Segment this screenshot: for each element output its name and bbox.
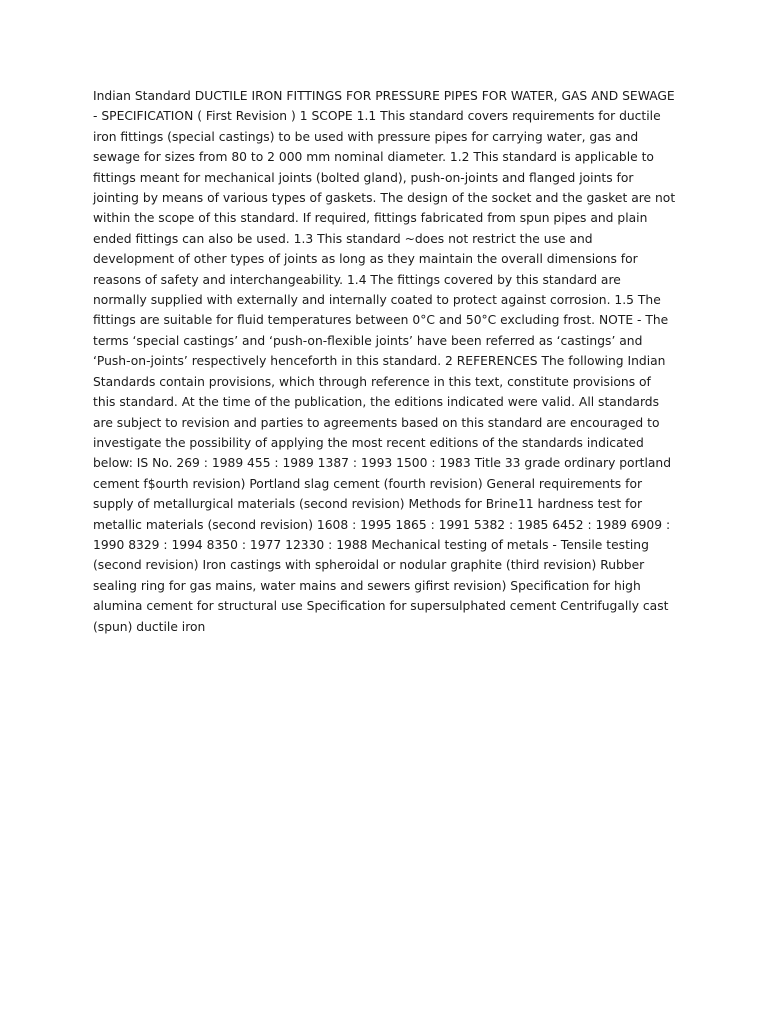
document-body-text: Indian Standard DUCTILE IRON FITTINGS FOR PRESSURE PIPES FOR WATER, GAS AND SEWAGE - SPECIFICATION ( First Revision ) 1 SCOPE 1.1 This standard covers requirements for ductile iron fittings (special castings) to be used with pressure pipes for carrying water, gas and sewage for sizes from 80 to 2 000 mm nominal diameter. 1.2 This standard is applicable to fittings meant for mechanical joints (bolted gland), push-on-joints and flanged joints for jointing by means of various types of gaskets. The design of the socket and the gasket are not within the scope of this standard. If required, fittings fabricated from spun pipes and plain ended fittings can also be used. 1.3 This standard ~does not restrict the use and development of other types of joints as long as they maintain the overall dimensions for reasons of safety and interchangeability. 1.4 The fittings covered by this standard are normally supplied with externally and internally coated to protect against corrosion. 1.5 The fittings are suitable for fluid temperatures between 0°C and 50°C excluding frost. NOTE - The terms ‘special castings’ and ‘push-on-flexible joints’ have been referred as ‘castings’ and ‘Push-on-joints’ respectively henceforth in this standard. 2 REFERENCES The following Indian Standards contain provisions, which through reference in this text, constitute provisions of this standard. At the time of the publication, the editions indicated were valid. All standards are subject to revision and parties to agreements based on this standard are encouraged to investigate the possibility of applying the most recent editions of the standards indicated below: IS No. 269 : 1989 455 : 1989 1387 : 1993 1500 : 1983 Title 33 grade ordinary portland cement f$ourth revision) Portland slag cement (fourth revision) General requirements for supply of metallurgical materials (second revision) Methods for Brine11 hardness test for metallic materials (second revision) 1608 : 1995 1865 : 1991 5382 : 1985 6452 : 1989 6909 : 1990 8329 : 1994 8350 : 1977 12330 : 1988 Mechanical testing of metals - Tensile testing (second revision) Iron castings with spheroidal or nodular graphite (third revision) Rubber sealing ring for gas mains, water mains and sewers gifirst revision) Specification for high alumina cement for structural use Specification for supersulphated cement Centrifugally cast (spun) ductile iron bbox=[93, 89, 676, 634]
